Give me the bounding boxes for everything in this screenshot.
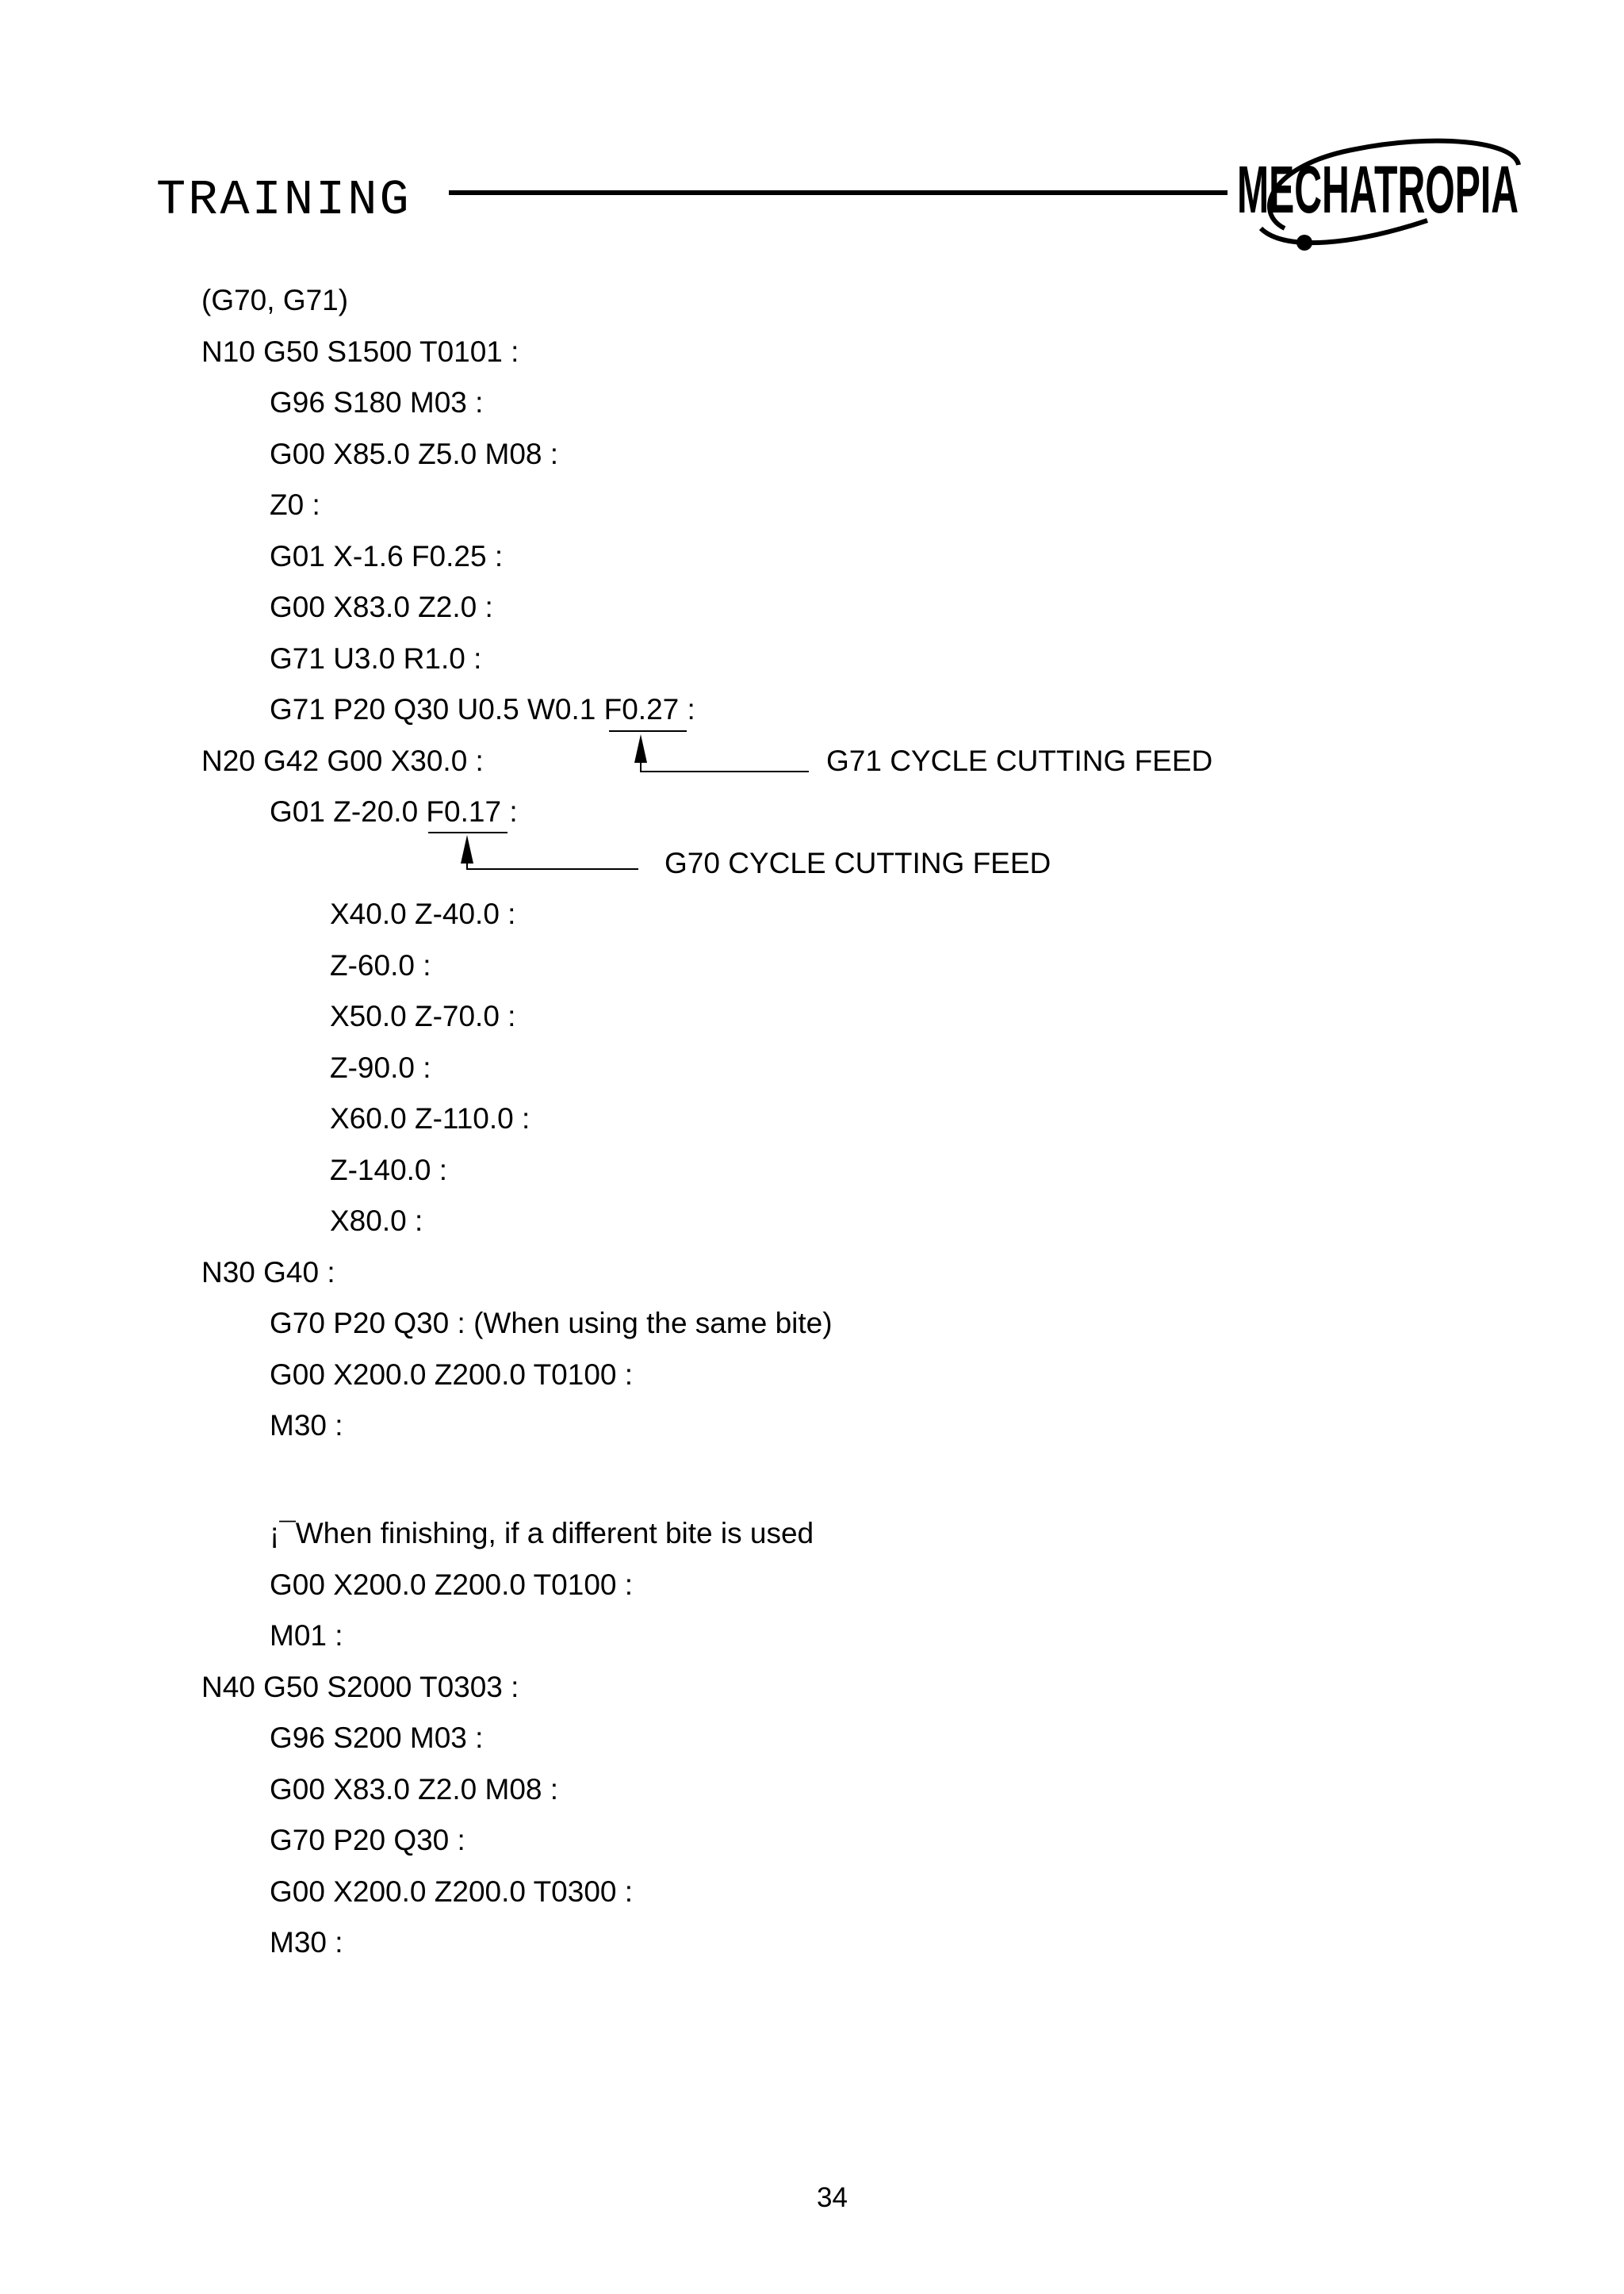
g71-arrow-head <box>634 734 647 763</box>
code-line: M30 : <box>270 1409 343 1442</box>
code-line: (G70, G71) <box>201 284 349 316</box>
code-line: G96 S200 M03 : <box>270 1721 484 1754</box>
code-line: Z0 : <box>270 488 320 521</box>
code-line: G71 P20 Q30 U0.5 W0.1 F0.27 : <box>270 693 695 726</box>
code-line: Z-90.0 : <box>330 1051 431 1084</box>
code-line: G00 X200.0 Z200.0 T0100 : <box>270 1358 634 1391</box>
code-line: Z-140.0 : <box>330 1154 448 1186</box>
code-line: G01 X-1.6 F0.25 : <box>270 540 504 573</box>
code-line: N10 G50 S1500 T0101 : <box>201 335 519 368</box>
code-line: G00 X200.0 Z200.0 T0300 : <box>270 1875 634 1908</box>
header-rule <box>449 190 1228 195</box>
code-line: ¡¯When finishing, if a different bite is used <box>270 1517 814 1549</box>
code-line: M01 : <box>270 1619 343 1652</box>
g70-arrow-head <box>461 835 473 864</box>
page-number: 34 <box>817 2182 848 2213</box>
logo-dot <box>1297 235 1312 251</box>
code-line: G70 P20 Q30 : <box>270 1824 465 1856</box>
code-line: N40 G50 S2000 T0303 : <box>201 1671 519 1703</box>
code-line: Z-60.0 : <box>330 949 431 982</box>
code-line: X40.0 Z-40.0 : <box>330 898 516 930</box>
code-line: X80.0 : <box>330 1204 423 1237</box>
code-line: G70 P20 Q30 : (When using the same bite) <box>270 1307 833 1339</box>
logo-wordmark: MECHATROPIA <box>1237 152 1519 227</box>
code-line: G01 Z-20.0 F0.17 : <box>270 795 518 828</box>
mechatropia-logo <box>1237 133 1530 260</box>
code-line: G00 X85.0 Z5.0 M08 : <box>270 438 559 470</box>
g71-leader-line <box>641 763 809 772</box>
code-line: M30 : <box>270 1926 343 1959</box>
code-line: G96 S180 M03 : <box>270 386 484 419</box>
code-line: N30 G40 : <box>201 1256 335 1289</box>
code-line: G00 X83.0 Z2.0 : <box>270 591 493 623</box>
header-title: TRAINING <box>156 172 412 228</box>
code-line: N20 G42 G00 X30.0 : <box>201 745 484 777</box>
code-line: X50.0 Z-70.0 : <box>330 1000 516 1032</box>
g71-annotation: G71 CYCLE CUTTING FEED <box>826 745 1213 777</box>
code-line: X60.0 Z-110.0 : <box>330 1102 530 1135</box>
g70-annotation: G70 CYCLE CUTTING FEED <box>665 847 1051 879</box>
code-line: G00 X83.0 Z2.0 M08 : <box>270 1773 559 1806</box>
code-line: G00 X200.0 Z200.0 T0100 : <box>270 1568 634 1601</box>
g70-leader-line <box>467 864 638 869</box>
code-line: G71 U3.0 R1.0 : <box>270 642 482 675</box>
